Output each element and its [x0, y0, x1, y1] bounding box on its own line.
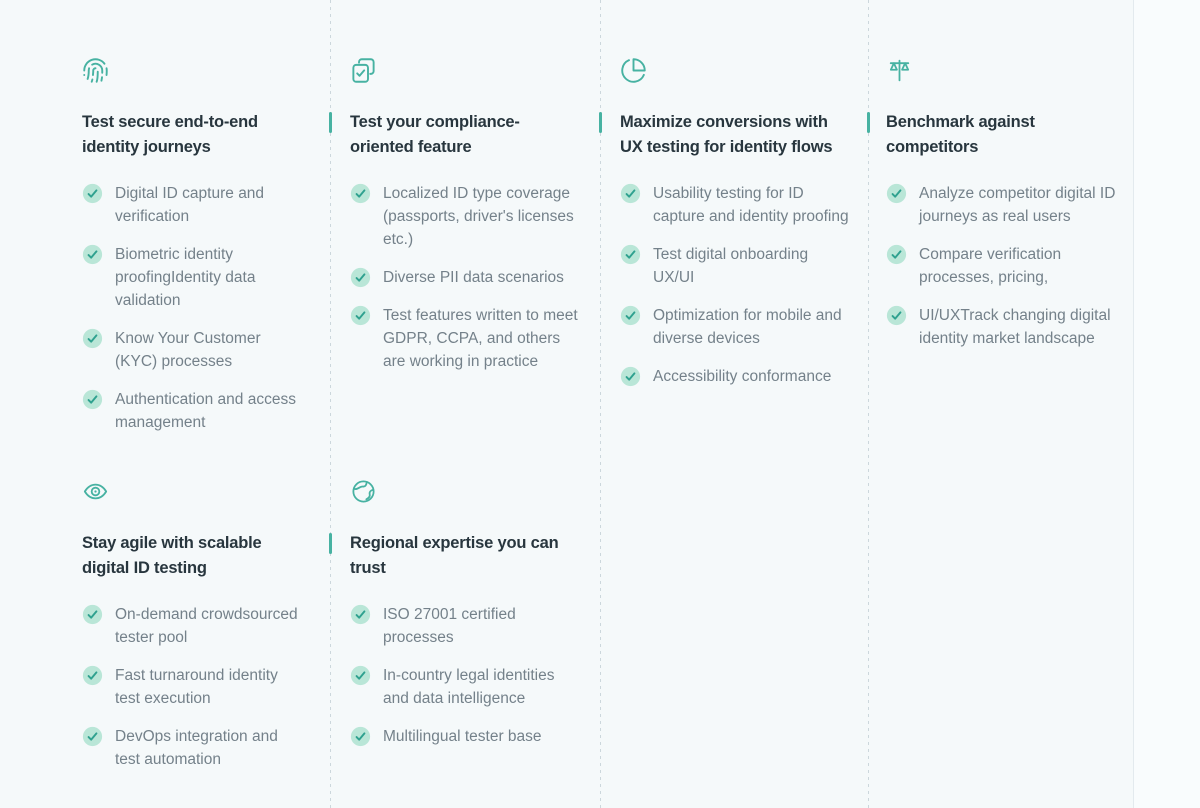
- pie-chart-icon: [620, 57, 647, 84]
- feature-card-benchmark: [868, 0, 1133, 420]
- list-item-text: Fast turnaround identity test execution: [115, 667, 278, 707]
- check-icon: [620, 305, 641, 326]
- list-item-text: Multilingual tester base: [383, 728, 542, 745]
- check-icon: [886, 244, 907, 265]
- feature-list: [82, 603, 302, 771]
- list-item-text: Localized ID type coverage (passports, driver's licenses etc.): [383, 185, 574, 248]
- feature-title: Test your compliance-oriented feature: [350, 110, 582, 160]
- list-item-text: DevOps integration and test automation: [115, 728, 278, 768]
- list-item: [620, 304, 852, 350]
- check-icon: [886, 305, 907, 326]
- check-icon: [82, 604, 103, 625]
- check-icon: [350, 305, 371, 326]
- check-icon: [620, 183, 641, 204]
- feature-card-regional-expertise: [330, 420, 600, 808]
- column-divider-right: [1133, 0, 1134, 808]
- list-item-text: In-country legal identities and data intelligence: [383, 667, 555, 707]
- feature-card-identity-journeys: [0, 0, 330, 431]
- feature-title: Regional expertise you can trust: [350, 531, 582, 581]
- list-item-text: UI/UXTrack changing digital identity market landscape: [919, 307, 1111, 347]
- scales-icon: [886, 57, 913, 84]
- list-item: [82, 182, 302, 228]
- check-icon: [350, 726, 371, 747]
- list-item: [350, 664, 582, 710]
- list-item-text: Know Your Customer (KYC) processes: [115, 330, 261, 370]
- compliance-documents-icon: [350, 57, 377, 84]
- list-item: [886, 182, 1119, 228]
- list-item: [82, 664, 302, 710]
- fingerprint-icon: [82, 57, 109, 84]
- list-item-text: Compare verification processes, pricing,: [919, 246, 1062, 286]
- check-icon: [350, 267, 371, 288]
- feature-list: [886, 182, 1119, 350]
- list-item: [82, 243, 302, 312]
- feature-list: [350, 182, 582, 373]
- list-item: [350, 304, 582, 373]
- list-item: [350, 725, 582, 748]
- list-item: [886, 304, 1119, 350]
- list-item-text: Accessibility conformance: [653, 368, 832, 385]
- check-icon: [82, 389, 103, 410]
- list-item-text: Authentication and access management: [115, 391, 296, 431]
- list-item-text: Digital ID capture and verification: [115, 185, 265, 225]
- feature-title: Stay agile with scalable digital ID testing: [82, 534, 262, 577]
- list-item-text: ISO 27001 certified processes: [383, 606, 516, 646]
- list-item: [82, 603, 302, 649]
- list-item: [886, 243, 1119, 289]
- check-icon: [82, 665, 103, 686]
- list-item: [620, 365, 852, 388]
- check-icon: [350, 665, 371, 686]
- list-item-text: Optimization for mobile and diverse devices: [653, 307, 842, 347]
- check-icon: [82, 328, 103, 349]
- globe-icon: [350, 478, 377, 505]
- feature-title: Benchmark against competitors: [886, 110, 1119, 160]
- list-item-text: Analyze competitor digital ID journeys as real users: [919, 185, 1116, 225]
- list-item: [350, 266, 582, 289]
- list-item: [350, 182, 582, 251]
- check-icon: [620, 244, 641, 265]
- list-item-text: Test digital onboarding UX/UI: [653, 246, 809, 286]
- right-margin-strip: [1134, 0, 1200, 808]
- feature-list: [82, 182, 302, 434]
- check-icon: [82, 183, 103, 204]
- eye-icon: [82, 478, 109, 505]
- feature-card-compliance: [330, 0, 600, 420]
- list-item: [620, 243, 852, 289]
- list-item: [82, 327, 302, 373]
- feature-title: Test secure end-to-end identity journeys: [82, 113, 258, 156]
- list-item: [82, 725, 302, 771]
- check-icon: [82, 726, 103, 747]
- list-item-text: On-demand crowdsourced tester pool: [115, 606, 298, 646]
- list-item-text: Biometric identity proofingIdentity data validation: [115, 246, 256, 309]
- list-item: [620, 182, 852, 228]
- check-icon: [350, 604, 371, 625]
- check-icon: [82, 244, 103, 265]
- check-icon: [886, 183, 907, 204]
- list-item-text: Usability testing for ID capture and identity proofing: [653, 185, 849, 225]
- feature-title: Maximize conversions with UX testing for identity flows: [620, 110, 852, 160]
- check-icon: [620, 366, 641, 387]
- list-item-text: Diverse PII data scenarios: [383, 269, 564, 286]
- feature-card-scalable-testing: [0, 420, 330, 808]
- check-icon: [350, 183, 371, 204]
- feature-card-ux-conversions: [600, 0, 868, 420]
- list-item-text: Test features written to meet GDPR, CCPA, and others are working in practice: [383, 307, 578, 370]
- feature-list: [620, 182, 852, 388]
- feature-list: [350, 603, 582, 748]
- list-item: [350, 603, 582, 649]
